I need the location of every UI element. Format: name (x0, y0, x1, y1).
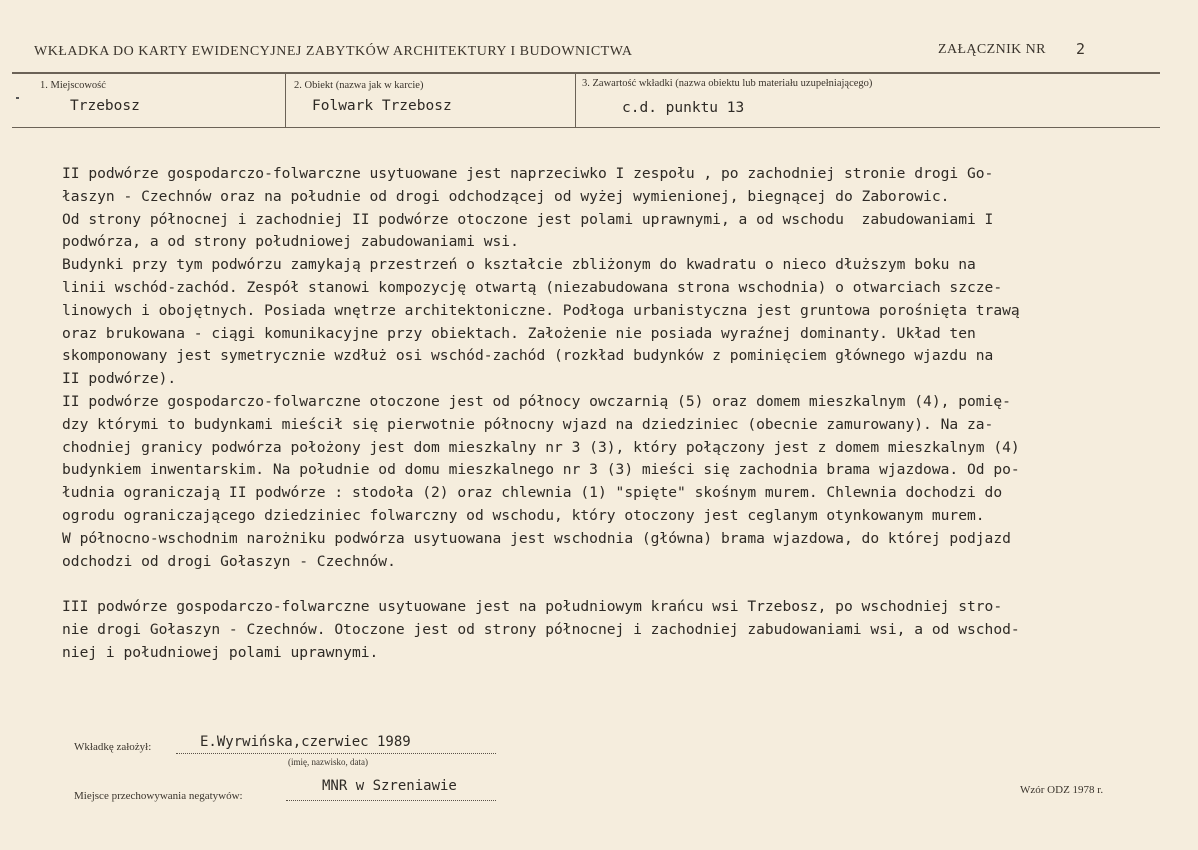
annex-label: ZAŁĄCZNIK NR (938, 42, 1046, 57)
text-line: skomponowany jest symetrycznie wzdłuż osi wschód-zachód (rozkład budynków z pominięciem głównego wjazdu na (62, 347, 994, 365)
text-line: niej i południowej polami uprawnymi. (62, 643, 379, 661)
margin-mark (16, 97, 19, 99)
text-line: II podwórze gospodarczo-folwarczne usytuowane jest naprzeciwko I zespołu , po zachodniej stronie drogi Go- (62, 165, 994, 182)
description-text (62, 163, 1142, 665)
field-object-label: 2. Obiekt (nazwa jak w karcie) (294, 80, 424, 91)
text-line: nie drogi Gołaszyn - Czechnów. Otoczone jest od strony północnej i zachodniej zabudowaniami wsi, a od wschod- (62, 620, 1020, 638)
author-sub: (imię, nazwisko, data) (288, 757, 368, 767)
field-divider-1 (285, 74, 286, 128)
form-title: WKŁADKA DO KARTY EWIDENCYJNEJ ZABYTKÓW ARCHITEKTURY I BUDOWNICTWA (34, 44, 633, 59)
text-line: podwórza, a od strony południowej zabudowaniami wsi. (62, 233, 519, 251)
text-line: łudnia ograniczają II podwórze : stodoła (2) oraz chlewnia (1) "spięte" skośnym murem. Chlewnia dochodzi do (62, 484, 1003, 502)
storage-line (286, 800, 496, 801)
author-line (176, 753, 496, 754)
annex-number: 2 (1076, 40, 1086, 58)
text-line: budynkiem inwentarskim. Na południe od domu mieszkalnego nr 3 (3) mieści się zachodnia brama wjazdowa. Od po- (62, 461, 1020, 479)
text-line: chodniej granicy podwórza położony jest dom mieszkalny nr 3 (3), który połączony jest z domem mieszkalnym (4) (62, 438, 1020, 456)
form-version: Wzór ODZ 1978 r. (1020, 784, 1104, 796)
storage-label: Miejsce przechowywania negatywów: (74, 790, 243, 802)
text-line: III podwórze gospodarczo-folwarczne usytuowane jest na południowym krańcu wsi Trzebosz, po wschodniej stro- (62, 598, 1003, 616)
text-line: ogrodu ograniczającego dziedziniec folwarczny od wschodu, który otoczony jest ceglanym otynkowanym murem. (62, 506, 985, 524)
text-line: oraz brukowana - ciągi komunikacyjne przy obiektach. Założenie nie posiada wyraźnej dominanty. Układ ten (62, 324, 976, 342)
text-line: odchodzi od drogi Gołaszyn - Czechnów. (62, 552, 396, 570)
text-line: II podwórze). (62, 370, 177, 388)
text-line: Od strony północnej i zachodniej II podwórze otoczone jest polami uprawnymi, a od wschodu zabudowaniami I (62, 210, 994, 228)
author-label: Wkładkę założył: (74, 741, 152, 753)
header-bottom-rule (12, 127, 1160, 128)
text-line: Budynki przy tym podwórzu zamykają przestrzeń o kształcie zbliżonym do kwadratu o nieco dłuższym boku na (62, 256, 976, 274)
paragraph-gap (62, 573, 1142, 596)
author-value: E.Wyrwińska,czerwiec 1989 (200, 734, 411, 750)
storage-value: MNR w Szreniawie (322, 778, 457, 794)
text-line: łaszyn - Czechnów oraz na południe od drogi odchodzącej od wyżej wymienionej, biegnącej do Zaborowic. (62, 187, 950, 205)
field-contents-value: c.d. punktu 13 (622, 100, 745, 116)
text-line: W północno-wschodnim narożniku podwórza usytuowana jest wschodnia (główna) brama wjazdowa, do której podjazd (62, 529, 1011, 547)
field-locality-value: Trzebosz (70, 98, 140, 114)
text-line: linowych i obojętnych. Posiada wnętrze architektoniczne. Podłoga urbanistyczna jest gruntowa porośnięta trawą (62, 301, 1020, 319)
text-line: linii wschód-zachód. Zespół stanowi kompozycję otwartą (niezabudowana strona wschodnia) o otwarciach szcze- (62, 278, 1003, 296)
text-line: dzy którymi to budynkami mieścił się pierwotnie północny wjazd na dziedziniec (obecnie zamurowany). Na za- (62, 415, 994, 433)
field-object-value: Folwark Trzebosz (312, 98, 452, 114)
text-line: II podwórze gospodarczo-folwarczne otoczone jest od północy owczarnią (5) oraz domem mieszkalnym (4), pomię- (62, 392, 1011, 410)
field-locality-label: 1. Miejscowość (40, 80, 106, 91)
field-contents-label: 3. Zawartość wkładki (nazwa obiektu lub materiału uzupełniającego) (582, 78, 873, 89)
header-top-rule (12, 72, 1160, 74)
field-divider-2 (575, 74, 576, 128)
